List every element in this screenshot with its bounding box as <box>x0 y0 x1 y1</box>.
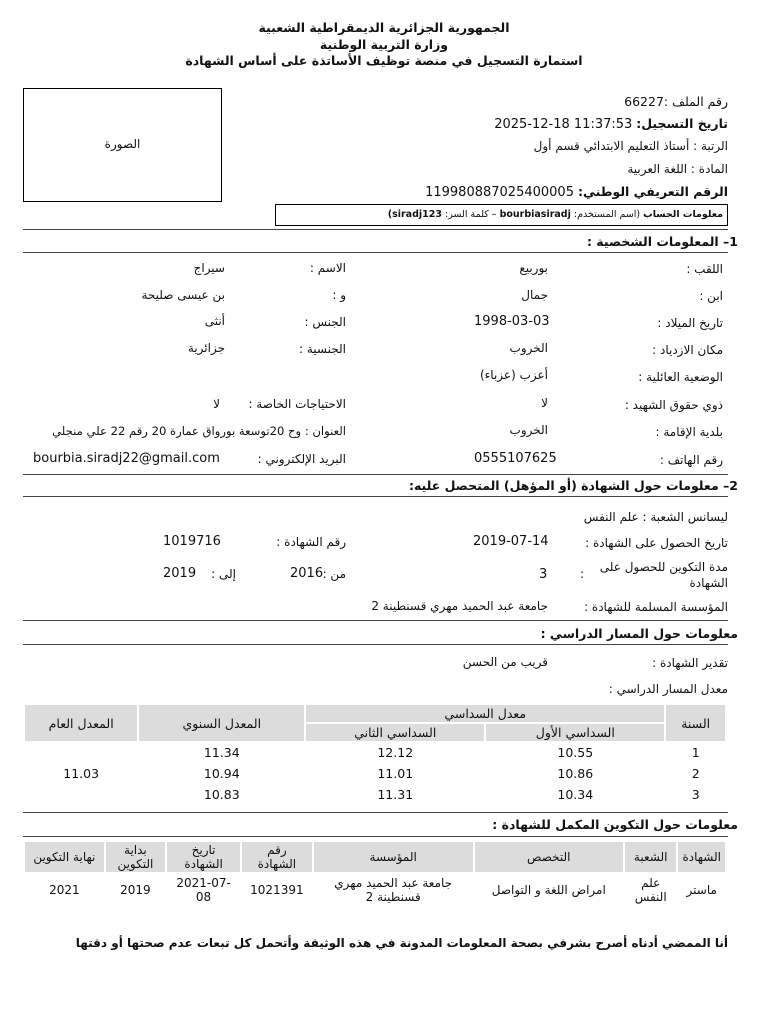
field-value: لا <box>541 396 548 410</box>
field-label: بلدية الإقامة : <box>655 425 723 439</box>
field-label: و : <box>332 288 346 302</box>
divider <box>23 252 728 253</box>
registration-date <box>494 116 728 132</box>
path-average-label: معدل المسار الدراسي : <box>608 682 728 696</box>
header-year: السنة <box>666 705 725 741</box>
national-id <box>425 184 728 200</box>
header-semester-1: السداسي الأول <box>486 724 664 741</box>
header-line-3: استمارة التسجيل في منصة توظيف الأساتذة على أساس الشهادة <box>185 53 583 68</box>
field-value: جمال <box>521 288 548 302</box>
field-value: بن عيسى صليحة <box>141 288 225 302</box>
specialty-cell: امراض اللغة و التواصل <box>491 883 606 897</box>
account-info-box <box>275 204 728 226</box>
semester-1-cell: 10.86 <box>557 766 594 781</box>
to-label: إلى : <box>211 567 236 581</box>
field-value: الخروب <box>509 341 548 355</box>
field-label: مكان الازدياد : <box>652 343 723 357</box>
header-annual-average: المعدل السنوي <box>139 705 304 741</box>
subject: المادة : اللغة العربية <box>627 162 728 176</box>
field-label: تاريخ الميلاد : <box>657 316 723 330</box>
header-line-1: الجمهورية الجزائرية الديمقراطية الشعبية <box>258 20 510 35</box>
field-value: بوربيع <box>519 261 548 275</box>
file-number: رقم الملف :66227 <box>624 94 728 109</box>
training-section-title: معلومات حول التكوين المكمل للشهادة : <box>492 817 738 832</box>
header-training-start: بداية التكوين <box>106 842 165 872</box>
field-value: 1998-03-03 <box>474 314 550 329</box>
semester-2-cell: 11.31 <box>377 787 414 802</box>
year-cell: 2 <box>691 766 700 781</box>
divider <box>23 229 728 230</box>
table-row <box>25 874 725 906</box>
year-cell: 1 <box>691 745 700 760</box>
from-value: 2016 <box>290 566 324 581</box>
degree-date-label: تاريخ الحصول على الشهادة : <box>585 536 728 550</box>
training-end-cell: 2021 <box>49 883 80 897</box>
field-label: رقم الهاتف : <box>659 453 723 467</box>
divider <box>23 836 728 837</box>
national-id-value: 119980887025400005 <box>425 185 574 200</box>
rank: الرتبة : أستاذ التعليم الابتدائي قسم أول <box>533 139 728 153</box>
divider <box>23 620 728 621</box>
institution-cell: جامعة عبد الحميد مهري قسنطينة 2 <box>334 876 453 904</box>
field-value: الخروب <box>509 423 548 437</box>
field-label: الاحتياجات الخاصة : <box>248 397 346 411</box>
field-label: الوضعية العائلية : <box>638 370 723 384</box>
password-label: كلمة السر: <box>445 209 489 220</box>
general-average-cell: 11.03 <box>63 766 100 781</box>
national-id-label: الرقم التعريفي الوطني: <box>577 184 728 199</box>
field-value: سيراج <box>193 261 225 275</box>
header-semester-average: معدل السداسي <box>306 705 664 722</box>
branch-cell: علم النفس <box>634 876 667 904</box>
password: siradj123) <box>387 209 442 220</box>
degree-section-title: 2– معلومات حول الشهادة (أو المؤهل) المتحصل عليه: <box>408 478 738 493</box>
annual-cell: 10.94 <box>203 766 240 781</box>
field-value: جزائرية <box>187 341 225 355</box>
degree-date-value: 2019-07-14 <box>473 534 549 549</box>
institution-label: المؤسسة المسلمة للشهادة : <box>584 600 728 614</box>
username-label: (اسم المستخدم: <box>573 209 641 220</box>
photo-box <box>23 88 222 202</box>
account-label: معلومات الحساب <box>643 209 723 220</box>
personal-section-title: 1– المعلومات الشخصية : <box>586 234 738 249</box>
header-degree-number: رقم الشهادة <box>242 842 312 872</box>
institution-value: جامعة عبد الحميد مهري قسنطينة 2 <box>371 599 548 613</box>
header-training-end: نهاية التكوين <box>25 842 104 872</box>
field-label: الجنسية : <box>299 342 346 356</box>
grade-value: قريب من الحسن <box>462 655 548 669</box>
header-degree: الشهادة <box>678 842 725 872</box>
phone-value: 0555107625 <box>474 451 557 466</box>
field-label: اللقب : <box>686 262 723 276</box>
divider <box>23 812 728 813</box>
degree-number-cell: 1021391 <box>250 883 304 897</box>
header-general-average: المعدل العام <box>25 705 137 741</box>
declaration: أنا الممضي أدناه أصرح بشرفي بصحة المعلومات المدونة في هذه الوثيقة وأتحمل كل تبعات عدم صحتها أو دقتها <box>75 936 728 950</box>
field-label: الاسم : <box>309 261 346 275</box>
duration-label: مدة التكوين للحصول على الشهادة <box>599 560 728 590</box>
field-label: ابن : <box>699 289 723 303</box>
annual-cell: 10.83 <box>203 787 240 802</box>
degree-name: ليسانس الشعبة : علم النفس <box>583 510 728 524</box>
header-line-2: وزارة التربية الوطنية <box>319 37 449 52</box>
from-label: من : <box>322 567 346 581</box>
field-value: أعزب (عزباء) <box>479 368 548 382</box>
registration-date-label: تاريخ التسجيل: <box>636 116 728 131</box>
training-start-cell: 2019 <box>120 883 151 897</box>
email-value: bourbia.siradj22@gmail.com <box>33 451 220 466</box>
field-value: لا <box>213 397 220 411</box>
training-table <box>23 840 727 908</box>
header-institution: المؤسسة <box>314 842 473 872</box>
table-row <box>25 743 725 762</box>
semester-1-cell: 10.34 <box>557 787 594 802</box>
degree-date-cell: 2021-07-08 <box>176 876 231 904</box>
registration-date-value: 2025-12-18 11:37:53 <box>494 117 633 132</box>
header-degree-date: تاريخ الشهادة <box>167 842 240 872</box>
degree-number-value: 1019716 <box>163 534 221 549</box>
annual-cell: 11.34 <box>203 745 240 760</box>
semester-2-cell: 11.01 <box>377 766 414 781</box>
divider <box>23 496 728 497</box>
to-value: 2019 <box>163 566 197 581</box>
grade-label: تقدير الشهادة : <box>652 656 728 670</box>
header-semester-2: السداسي الثاني <box>306 724 484 741</box>
header-branch: الشعبة <box>625 842 677 872</box>
photo-label: الصورة <box>104 137 141 151</box>
divider <box>23 474 728 475</box>
field-label: الجنس : <box>304 315 346 329</box>
degree-number-label: رقم الشهادة : <box>276 535 346 549</box>
field-value: أنثى <box>204 314 225 328</box>
path-section-title: معلومات حول المسار الدراسي : <box>540 626 738 641</box>
semester-1-cell: 10.55 <box>557 745 594 760</box>
header-specialty: التخصص <box>475 842 623 872</box>
duration-value: 3 <box>539 567 548 582</box>
divider <box>23 644 728 645</box>
username: bourbiasiradj <box>499 209 571 220</box>
field-label: البريد الإلكتروني : <box>257 452 346 466</box>
address: العنوان : وح 20توسعة بورواق عمارة 20 رقم 22 علي منجلي <box>52 424 346 438</box>
year-cell: 3 <box>691 787 700 802</box>
field-label: ذوي حقوق الشهيد : <box>624 398 723 412</box>
semester-2-cell: 12.12 <box>377 745 414 760</box>
semester-averages-table <box>23 703 727 806</box>
duration-colon: : <box>580 567 585 581</box>
account-separator: – <box>491 209 497 220</box>
degree-cell: ماستر <box>686 883 717 897</box>
